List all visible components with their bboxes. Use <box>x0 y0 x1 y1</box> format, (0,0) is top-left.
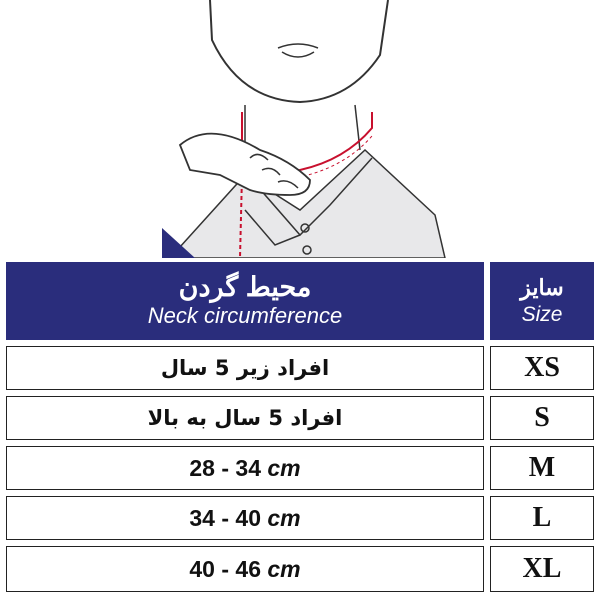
measure-text <box>189 505 300 532</box>
measure-cell <box>6 346 484 390</box>
measure-cell <box>6 446 484 490</box>
measure-cell <box>6 396 484 440</box>
measure-value: 34 - 40 <box>189 504 261 531</box>
size-code: XL <box>522 553 562 584</box>
size-code: L <box>532 502 552 533</box>
size-cell <box>490 346 594 390</box>
size-code: S <box>534 402 550 433</box>
table-row <box>6 396 594 440</box>
measure-cell <box>6 546 484 592</box>
header-size-en: Size <box>521 303 563 326</box>
table-row <box>6 446 594 490</box>
header-size-fa: سایز <box>520 275 564 300</box>
measure-text <box>189 455 300 482</box>
measure-cell <box>6 496 484 540</box>
header-size-cell <box>490 262 594 340</box>
size-code: M <box>528 452 556 483</box>
table-header-row <box>6 262 594 340</box>
size-cell <box>490 496 594 540</box>
measure-value: 28 - 34 <box>189 454 261 481</box>
table-row <box>6 346 594 390</box>
measure-unit: cm <box>267 454 301 481</box>
person-measuring-neck-icon <box>150 0 450 258</box>
measure-text <box>189 556 300 583</box>
header-measure-fa: محیط گردن <box>178 272 312 302</box>
measure-text: افراد زیر 5 سال <box>160 356 330 380</box>
measure-unit: cm <box>267 555 301 582</box>
table-row <box>6 496 594 540</box>
table-row <box>6 546 594 592</box>
neck-measurement-illustration <box>150 0 450 258</box>
size-cell <box>490 396 594 440</box>
size-code: XS <box>524 352 560 383</box>
size-cell <box>490 546 594 592</box>
size-cell <box>490 446 594 490</box>
size-table <box>6 262 594 596</box>
header-measure-cell <box>6 262 484 340</box>
measure-unit: cm <box>267 504 301 531</box>
measure-text: افراد 5 سال به بالا <box>147 406 343 430</box>
header-measure-en: Neck circumference <box>147 303 343 328</box>
measure-value: 40 - 46 <box>189 555 261 582</box>
